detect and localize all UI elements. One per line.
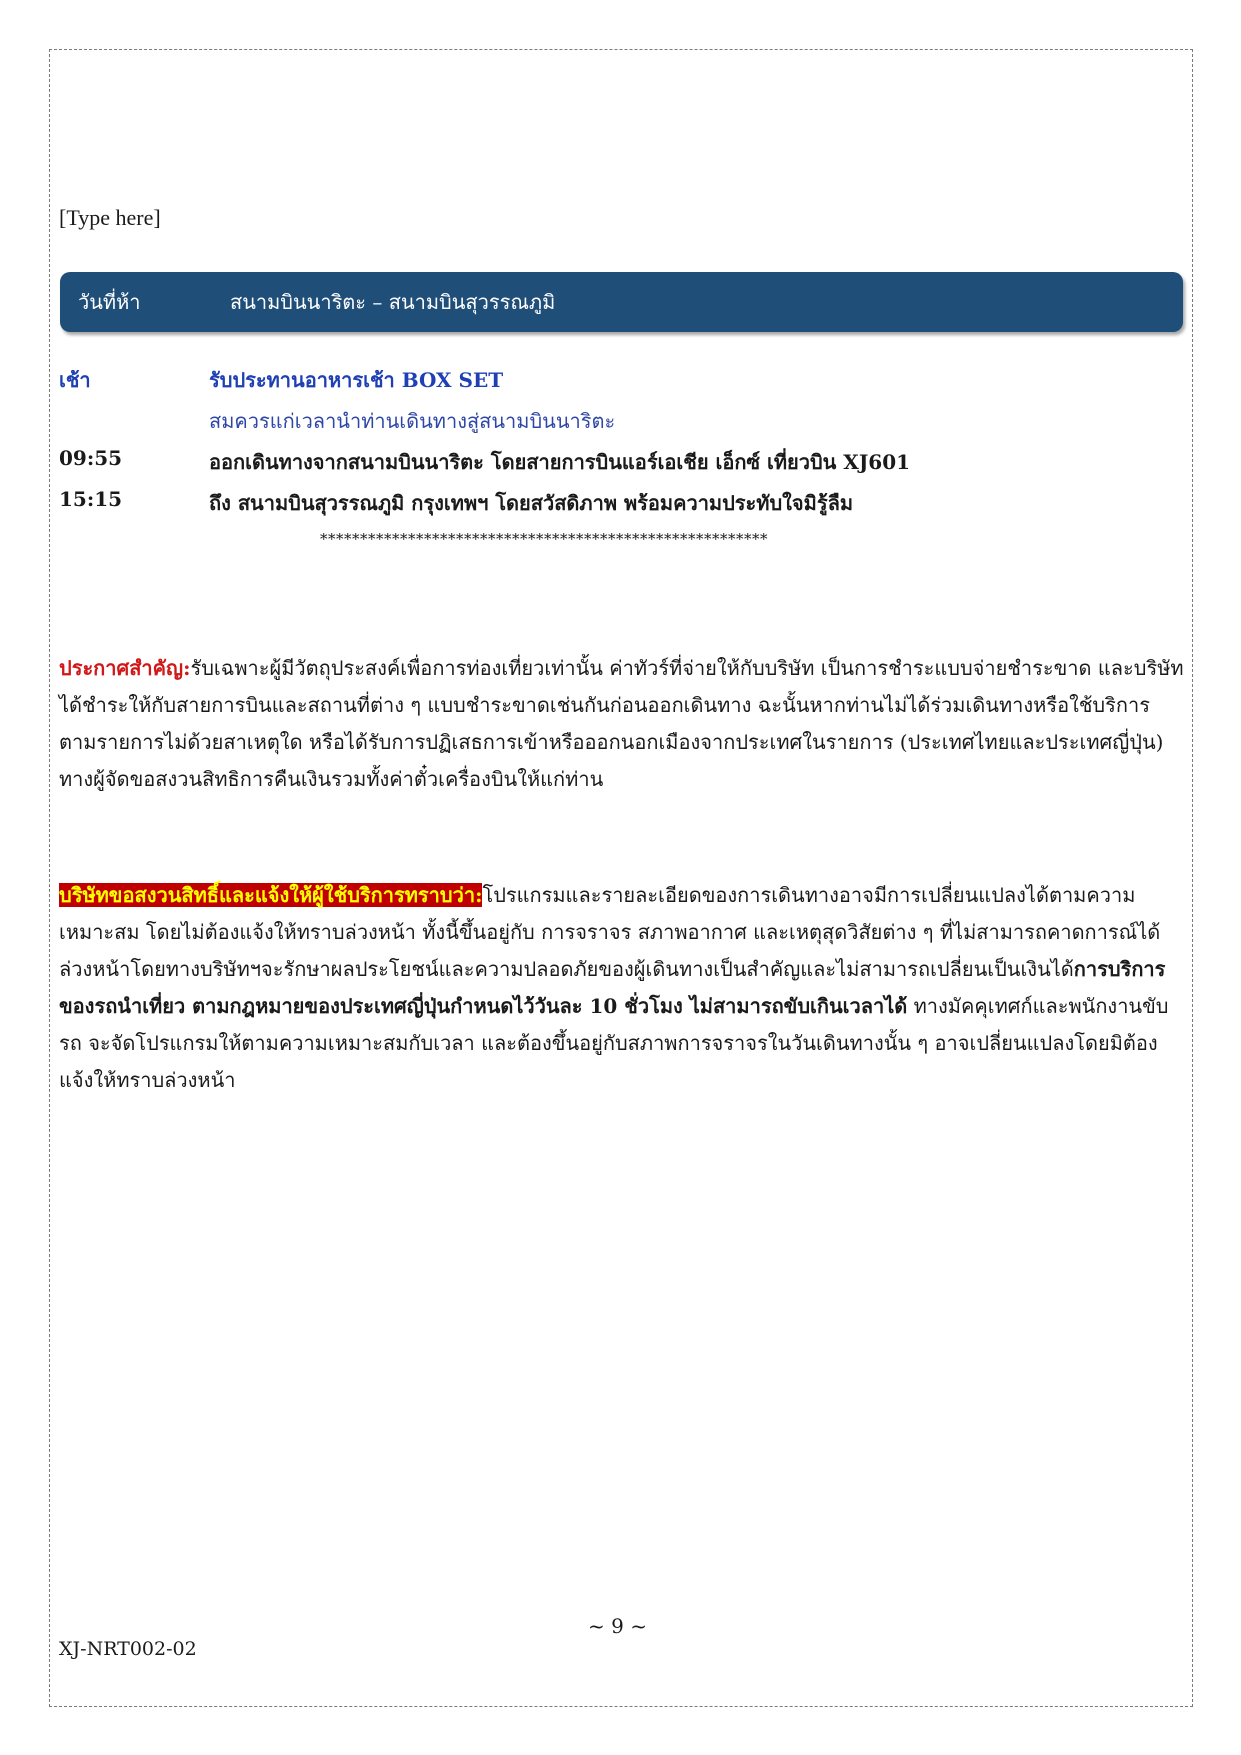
reserve-paragraph [59, 877, 1184, 1099]
schedule-time: 09:55 [59, 446, 123, 470]
reserve-label: บริษัทขอสงวนสิทธิ์และแจ้งให้ผู้ใช้บริการทราบว่า: [59, 883, 483, 907]
document-code: XJ-NRT002-02 [59, 1638, 197, 1660]
day-banner [60, 272, 1183, 332]
notice-text: รับเฉพาะผู้มีวัตถุประสงค์เพื่อการท่องเที่ยวเท่านั้น ค่าทัวร์ที่จ่ายให้กับบริษัท เป็นการชำระแบบจ่ายชำระขาด และบริษัทได้ชำระให้กับสายการบินและสถานที่ต่าง ๆ แบบชำระขาดเช่นกันก่อนออกเดินทาง ฉะนั้นหากท่านไม่ได้ร่วมเดินทางหรือใช้บริการตามรายการไม่ด้วยสาเหตุใด หรือได้รับการปฏิเสธการเข้าหรือออกนอกเมืองจากประเทศในรายการ (ประเทศไทยและประเทศญี่ปุ่น) ทางผู้จัดขอสงวนสิทธิการคืนเงินรวมทั้งค่าตั๋วเครื่องบินให้แก่ท่าน [59, 656, 1184, 791]
reserve-text: โปรแกรมและรายละเอียดของการเดินทางอาจมีการเปลี่ยนแปลงได้ตามความเหมาะสม โดยไม่ต้องแจ้งให้ทราบล่วงหน้า ทั้งนี้ขึ้นอยู่กับ การจราจร สภาพอากาศ และเหตุสุดวิสัยต่าง ๆ ที่ไม่สามารถคาดการณ์ได้ล่วงหน้าโดยทางบริษัทฯจะรักษาผลประโยชน์และความปลอดภัยของผู้เดินทางเป็นสำคัญและไม่สามารถเปลี่ยนเป็นเงินได้ [59, 883, 1161, 981]
page-number: ~ 9 ~ [588, 1614, 647, 1638]
reserve-text-end: ทางมัคคุเทศก์และพนักงานขับรถ จะจัดโปรแกรมให้ตามความเหมาะสมกับเวลา และต้องขึ้นอยู่กับสภาพการจราจรในวันเดินทางนั้น ๆ อาจเปลี่ยนแปลงโดยมิต้องแจ้งให้ทราบล่วงหน้า [59, 994, 1169, 1092]
reserve-bold-text: การบริการของรถนำเที่ยว ตามกฎหมายของประเทศญี่ปุ่นกำหนดไว้วันละ 10 ชั่วโมง ไม่สามารถขับเกินเวลาได้ [59, 957, 1166, 1018]
notice-label: ประกาศสำคัญ: [59, 656, 191, 680]
schedule-time: เช้า [59, 368, 91, 392]
day-label: วันที่ห้า [78, 290, 141, 314]
schedule-desc: รับประทานอาหารเช้า BOX SET [209, 368, 504, 392]
notice-paragraph [59, 650, 1184, 798]
schedule-desc: ออกเดินทางจากสนามบินนาริตะ โดยสายการบินแอร์เอเชีย เอ็กซ์ เที่ยวบิน XJ601 [209, 450, 911, 474]
header-placeholder: [Type here] [59, 205, 161, 230]
schedule-desc: สมควรแก่เวลานำท่านเดินทางสู่สนามบินนาริตะ [209, 409, 616, 433]
day-route: สนามบินนาริตะ – สนามบินสุวรรณภูมิ [230, 290, 556, 314]
schedule-desc: ถึง สนามบินสุวรรณภูมิ กรุงเทพฯ โดยสวัสดิภาพ พร้อมความประทับใจมิรู้ลืม [209, 491, 854, 515]
separator-stars: ******************************************************** [320, 530, 768, 548]
schedule-time: 15:15 [59, 487, 123, 511]
